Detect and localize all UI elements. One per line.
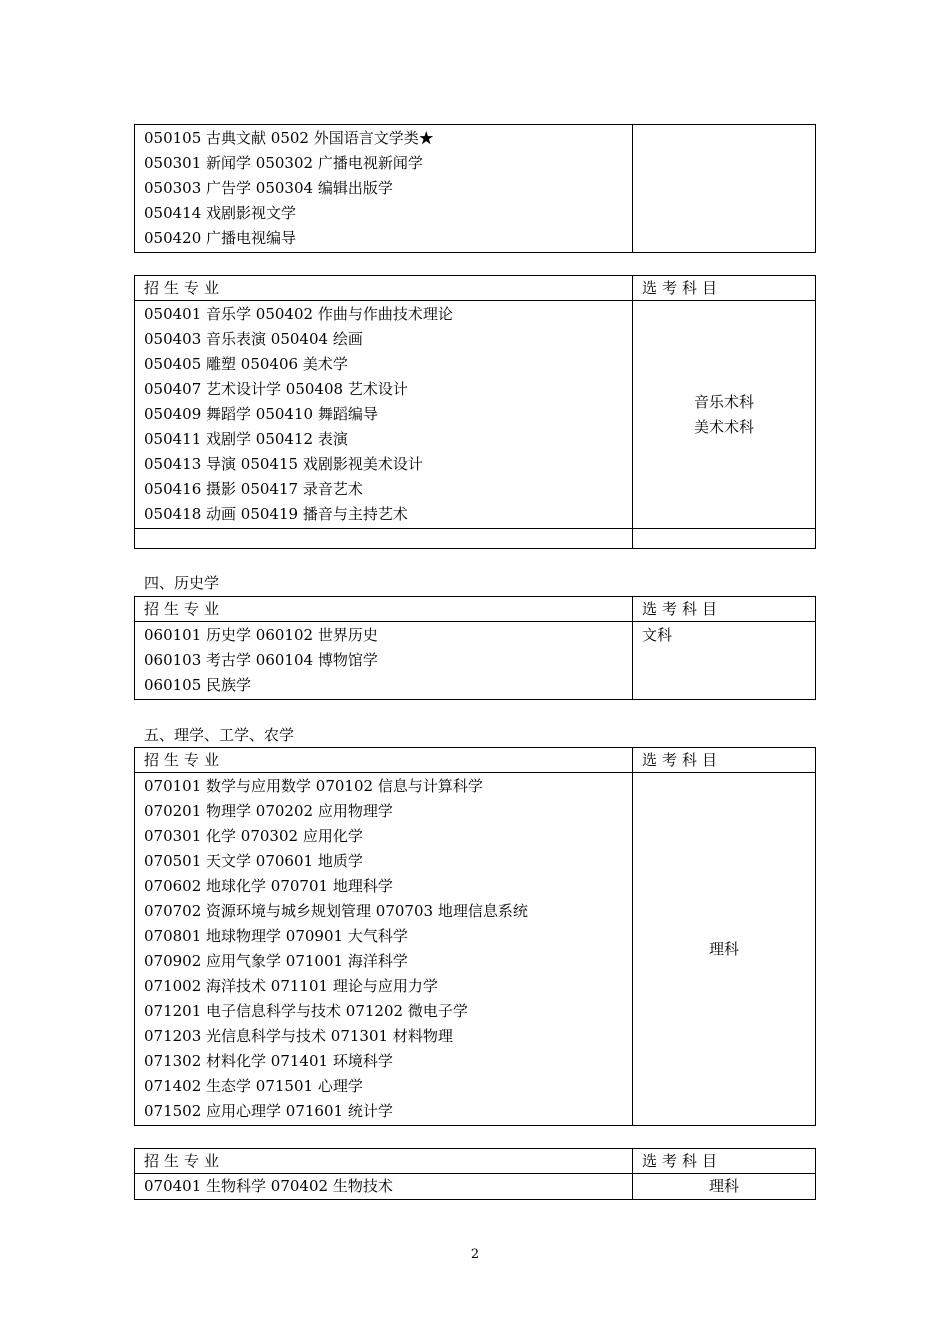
- table-line: 070902 应用气象学 071001 海洋科学: [144, 952, 408, 970]
- header-major: 招生专业: [135, 276, 633, 301]
- table-line: 071201 电子信息科学与技术 071202 微电子学: [144, 1002, 468, 1020]
- table-line: 050418 动画 050419 播音与主持艺术: [144, 505, 408, 523]
- subject-cell: [633, 301, 816, 529]
- table-line: 070801 地球物理学 070901 大气科学: [144, 927, 408, 945]
- table-line: 070301 化学 070302 应用化学: [144, 827, 363, 845]
- header-subject: 选考科目: [633, 597, 816, 622]
- table-line: 050420 广播电视编导: [144, 229, 297, 247]
- table-line: 050105 古典文献 0502 外国语言文学类★: [144, 129, 434, 147]
- table-line: 060103 考古学 060104 博物馆学: [144, 651, 378, 669]
- table-line: 070101 数学与应用数学 070102 信息与计算科学: [144, 777, 483, 795]
- section-title-history: 四、历史学: [144, 574, 220, 592]
- header-subject: 选考科目: [633, 1149, 816, 1174]
- table-line: 050407 艺术设计学 050408 艺术设计: [144, 380, 408, 398]
- table-line: 050301 新闻学 050302 广播电视新闻学: [144, 154, 423, 172]
- table-biology-majors: [134, 1148, 816, 1200]
- header-major: 招生专业: [135, 1149, 633, 1174]
- table-line: 071203 光信息科学与技术 071301 材料物理: [144, 1027, 453, 1045]
- table-line: 070201 物理学 070202 应用物理学: [144, 802, 393, 820]
- table-line: 050303 广告学 050304 编辑出版学: [144, 179, 393, 197]
- table-line: 050401 音乐学 050402 作曲与作曲技术理论: [144, 305, 453, 323]
- majors-cell: [135, 1174, 633, 1200]
- table-line: 050403 音乐表演 050404 绘画: [144, 330, 363, 348]
- majors-cell: [135, 301, 633, 529]
- subject-line: 理科: [708, 939, 739, 958]
- table-line: 071502 应用心理学 071601 统计学: [144, 1102, 393, 1120]
- subject-line: 理科: [708, 1177, 739, 1195]
- table-line: 050416 摄影 050417 录音艺术: [144, 480, 363, 498]
- table-line: 060101 历史学 060102 世界历史: [144, 626, 378, 644]
- subject-line: 文科: [642, 626, 673, 644]
- table-history-majors: [134, 596, 816, 700]
- table-line: 071002 海洋技术 071101 理论与应用力学: [144, 977, 438, 995]
- subject-line: 音乐术科: [693, 392, 754, 411]
- majors-cell: [135, 125, 633, 253]
- table-line: 071402 生态学 071501 心理学: [144, 1077, 363, 1095]
- header-major: 招生专业: [135, 597, 633, 622]
- table-line: 070702 资源环境与城乡规划管理 070703 地理信息系统: [144, 902, 528, 920]
- table-line: 050413 导演 050415 戏剧影视美术设计: [144, 455, 423, 473]
- table-line: 071302 材料化学 071401 环境科学: [144, 1052, 393, 1070]
- table-line: 070401 生物科学 070402 生物技术: [144, 1177, 393, 1195]
- header-major: 招生专业: [135, 748, 633, 773]
- subject-cell: [633, 622, 816, 700]
- table-line: 070501 天文学 070601 地质学: [144, 852, 363, 870]
- table-line: 050414 戏剧影视文学: [144, 204, 297, 222]
- majors-cell: [135, 622, 633, 700]
- subject-cell: [633, 1174, 816, 1200]
- table-line: 070602 地球化学 070701 地理科学: [144, 877, 393, 895]
- empty-cell: [135, 529, 633, 549]
- table-line: 050405 雕塑 050406 美术学: [144, 355, 348, 373]
- section-title-science: 五、理学、工学、农学: [144, 726, 295, 744]
- empty-cell: [633, 529, 816, 549]
- subject-cell: [633, 125, 816, 253]
- majors-cell: [135, 773, 633, 1126]
- header-subject: 选考科目: [633, 748, 816, 773]
- table-arts-majors: [134, 275, 816, 549]
- subject-line: 美术术科: [693, 417, 754, 436]
- table-continued-majors: [134, 124, 816, 253]
- page-number: 2: [470, 1247, 480, 1262]
- table-line: 050409 舞蹈学 050410 舞蹈编导: [144, 405, 378, 423]
- table-line: 050411 戏剧学 050412 表演: [144, 430, 348, 448]
- subject-cell: [633, 773, 816, 1126]
- table-line: 060105 民族学: [144, 676, 252, 694]
- table-science-majors: [134, 747, 816, 1126]
- header-subject: 选考科目: [633, 276, 816, 301]
